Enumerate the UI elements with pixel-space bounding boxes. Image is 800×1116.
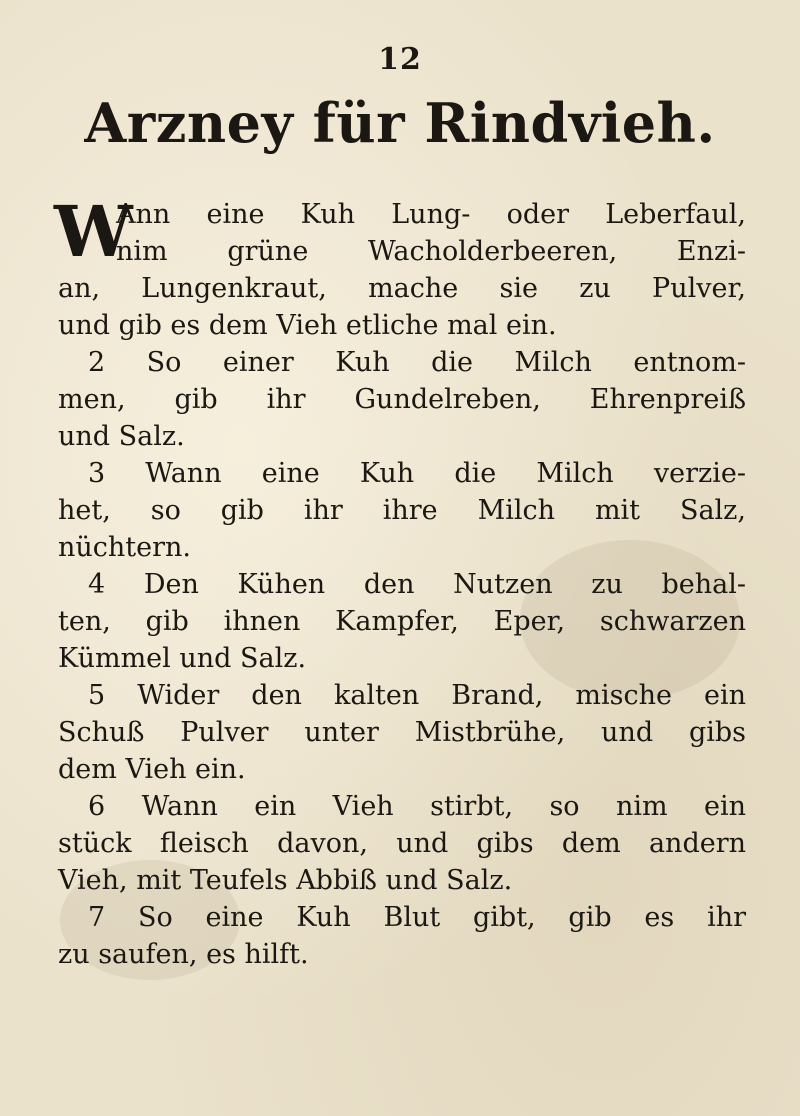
text-line: het, so gib ihr ihre Milch mit Salz, — [58, 495, 746, 526]
paragraph-7 — [58, 899, 746, 973]
text-line: Schuß Pulver unter Mistbrühe, und gibs — [58, 717, 746, 748]
text-line: zu saufen, es hilft. — [58, 939, 309, 970]
text-line: Ann eine Kuh Lung- oder Leberfaul, — [116, 199, 746, 230]
text-line: 7 So eine Kuh Blut gibt, gib es ihr — [88, 902, 746, 933]
paragraph-2 — [58, 344, 746, 455]
page-number: 12 — [378, 42, 422, 77]
paragraph-5 — [58, 677, 746, 788]
text-line: ten, gib ihnen Kampfer, Eper, schwarzen — [58, 606, 746, 637]
text-line: 5 Wider den kalten Brand, mische ein — [88, 680, 746, 711]
text-line: an, Lungenkraut, mache sie zu Pulver, — [58, 273, 746, 304]
page-title: Arzney für Rindvieh. — [84, 91, 716, 155]
text-line: Vieh, mit Teufels Abbiß und Salz. — [58, 865, 513, 896]
paragraph-6 — [58, 788, 746, 899]
text-line: 2 So einer Kuh die Milch entnom- — [88, 347, 746, 378]
text-line: dem Vieh ein. — [58, 754, 246, 785]
text-line: nüchtern. — [58, 532, 191, 563]
drop-cap: W — [54, 190, 133, 273]
paragraph-4 — [58, 566, 746, 677]
text-line: 6 Wann ein Vieh stirbt, so nim ein — [88, 791, 746, 822]
body-text — [54, 190, 746, 973]
text-line: Kümmel und Salz. — [58, 643, 307, 674]
text-line: 4 Den Kühen den Nutzen zu behal- — [88, 569, 746, 600]
paragraph-3 — [58, 455, 746, 566]
text-line: men, gib ihr Gundelreben, Ehrenpreiß — [58, 384, 746, 415]
paragraph-1 — [54, 190, 746, 344]
text-line: und gib es dem Vieh etliche mal ein. — [58, 310, 557, 341]
text-line: und Salz. — [58, 421, 185, 452]
text-line: stück fleisch davon, und gibs dem andern — [58, 828, 746, 859]
text-line: 3 Wann eine Kuh die Milch verzie- — [88, 458, 746, 489]
text-line: nim grüne Wacholderbeeren, Enzi- — [116, 236, 746, 267]
